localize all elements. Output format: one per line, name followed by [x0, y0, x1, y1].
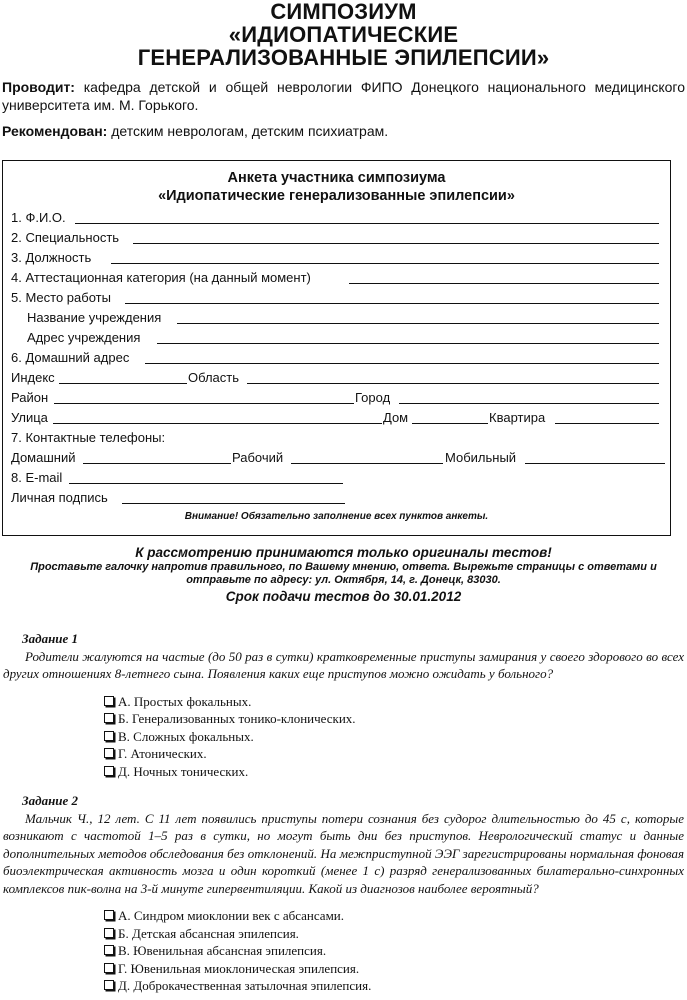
mobile-phone-field[interactable] — [525, 463, 665, 464]
institution-address-field[interactable] — [157, 343, 659, 344]
index-label: Индекс — [11, 370, 55, 385]
answer-option-label: Г. Ювенильная миоклоническая эпилепсия. — [118, 960, 360, 976]
phone-numbers-row — [11, 450, 671, 466]
home-address-row — [11, 350, 661, 366]
recommended-text: детским неврологам, детским психиатрам. — [107, 123, 389, 139]
specialty-field[interactable] — [133, 243, 659, 244]
recommended-paragraph — [2, 122, 685, 140]
task-1 — [0, 630, 687, 780]
fio-row — [11, 210, 661, 226]
answer-option-label: В. Сложных фокальных. — [118, 728, 254, 744]
answer-option-label: Б. Детская абсансная эпилепсия. — [118, 925, 299, 941]
signature-field[interactable] — [122, 503, 345, 504]
form-notice: Внимание! Обязательно заполнение всех пунктов анкеты. — [184, 511, 489, 522]
index-field[interactable] — [59, 383, 187, 384]
answer-option-label: А. Синдром миоклонии век с абсансами. — [118, 908, 345, 923]
street-row — [11, 410, 661, 426]
phones-row — [11, 430, 661, 446]
email-field[interactable] — [69, 483, 343, 484]
region-field[interactable] — [247, 383, 659, 384]
task-title: Задание 1 — [22, 631, 79, 646]
workplace-field[interactable] — [125, 303, 659, 304]
fio-label: 1. Ф.И.О. — [11, 210, 66, 225]
region-label: Область — [188, 370, 240, 385]
workplace-label: 5. Место работы — [11, 290, 111, 305]
answer-option[interactable] — [104, 925, 687, 943]
symposium-intro — [0, 78, 687, 140]
city-field[interactable] — [399, 403, 659, 404]
instructions-text: Проставьте галочку напротив правильного, по Вашему мнению, ответа. Вырежьте страницы с ответами и отправьте по адресу: ул. Октября, 14, г. Донецк, 83030. — [30, 561, 657, 586]
form-title-line: Анкета участника симпозиума — [227, 170, 446, 186]
participant-form — [2, 160, 671, 536]
title-line: СИМПОЗИУМ — [270, 0, 417, 24]
answer-option-label: Д. Доброкачественная затылочная эпилепсия. — [118, 978, 372, 993]
mobile-phone-label: Мобильный — [445, 450, 517, 465]
district-field[interactable] — [54, 403, 354, 404]
checkbox-icon[interactable] — [104, 731, 114, 741]
phones-label: 7. Контактные телефоны: — [11, 430, 166, 445]
checkbox-icon[interactable] — [104, 945, 114, 955]
checkbox-icon[interactable] — [104, 766, 114, 776]
symposium-title — [0, 0, 687, 69]
answer-option[interactable] — [104, 710, 687, 728]
checkbox-icon[interactable] — [104, 748, 114, 758]
answer-option[interactable] — [104, 728, 687, 746]
institution-name-field[interactable] — [177, 323, 659, 324]
home-address-label: 6. Домашний адрес — [11, 350, 130, 365]
apartment-field[interactable] — [555, 423, 659, 424]
answer-option-label: А. Простых фокальных. — [118, 693, 252, 709]
checkbox-icon[interactable] — [104, 910, 114, 920]
answer-option-label: В. Ювенильная абсансная эпилепсия. — [118, 943, 327, 958]
task-title: Задание 2 — [22, 793, 79, 808]
email-label: 8. E-mail — [11, 470, 63, 485]
checkbox-icon[interactable] — [104, 713, 114, 723]
specialty-label: 2. Специальность — [11, 230, 120, 245]
position-field[interactable] — [111, 263, 659, 264]
form-title — [3, 169, 670, 205]
house-label: Дом — [383, 410, 409, 425]
answer-option[interactable] — [104, 960, 687, 978]
home-phone-field[interactable] — [83, 463, 231, 464]
category-row — [11, 270, 661, 286]
work-phone-label: Рабочий — [232, 450, 284, 465]
institution-address-row — [11, 330, 661, 346]
submission-info — [0, 545, 687, 605]
answer-options — [104, 693, 687, 781]
apartment-label: Квартира — [489, 410, 546, 425]
signature-label: Личная подпись — [11, 490, 108, 505]
answer-option[interactable] — [104, 745, 687, 763]
specialty-row — [11, 230, 661, 246]
conductor-text: кафедра детской и общей неврологии ФИПО Донецкого национального медицинского университета им. М. Горького. — [2, 79, 685, 113]
title-line: ГЕНЕРАЛИЗОВАННЫЕ ЭПИЛЕПСИИ» — [137, 45, 550, 70]
task-question: Мальчик Ч., 12 лет. С 11 лет появились приступы потери сознания без судорог длительностью до 45 с, которые возникают с частотой 1–5 раз в сутки, но могут быть дни без приступов. Неврологический статус и данные дополнительных методов обследования без отклонений. На межприступной ЭЭГ зарегистрированы нормальная фоновая биоэлектрическая активность мозга и один короткий (менее 1 с) разряд генерализованных билатерально-синхронных комплексов пик-волна на 3-й минуте гипервентиляции. Какой из диагнозов наиболее вероятный? — [3, 810, 684, 896]
task-question: Родители жалуются на частые (до 50 раз в сутки) кратковременные приступы замирания у своего здорового во всех других отношениях 8-летнего сына. Появления каких еще приступов можно ожидать у больного? — [3, 648, 684, 681]
conductor-label: Проводит: — [2, 79, 75, 95]
home-phone-label: Домашний — [11, 450, 76, 465]
recommended-label: Рекомендован: — [2, 123, 108, 139]
title-line: «ИДИОПАТИЧЕСКИЕ — [228, 22, 459, 47]
index-region-row — [11, 370, 661, 386]
answer-option[interactable] — [104, 977, 687, 995]
street-field[interactable] — [53, 423, 382, 424]
workplace-row — [11, 290, 661, 306]
conductor-paragraph — [2, 78, 685, 114]
institution-address-label: Адрес учреждения — [27, 330, 141, 345]
category-field[interactable] — [349, 283, 659, 284]
answer-option-label: Д. Ночных тонических. — [118, 763, 249, 779]
tasks-section — [0, 626, 687, 995]
position-label: 3. Должность — [11, 250, 92, 265]
answer-options — [104, 907, 687, 995]
answer-option-label: Б. Генерализованных тонико-клонических. — [118, 711, 356, 726]
home-address-field[interactable] — [145, 363, 659, 364]
checkbox-icon[interactable] — [104, 928, 114, 938]
checkbox-icon[interactable] — [104, 696, 114, 706]
checkbox-icon[interactable] — [104, 980, 114, 990]
house-field[interactable] — [412, 423, 488, 424]
form-title-line: «Идиопатические генерализованные эпилепсии» — [158, 188, 515, 204]
email-row — [11, 470, 661, 486]
answer-option[interactable] — [104, 763, 687, 781]
originals-only-text: К рассмотрению принимаются только оригиналы тестов! — [135, 545, 552, 560]
district-label: Район — [11, 390, 49, 405]
street-label: Улица — [11, 410, 48, 425]
district-city-row — [11, 390, 661, 406]
answer-option[interactable] — [104, 693, 687, 711]
answer-option[interactable] — [104, 907, 687, 925]
work-phone-field[interactable] — [291, 463, 443, 464]
institution-name-row — [11, 310, 661, 326]
deadline-text: Срок подачи тестов до 30.01.2012 — [225, 589, 462, 604]
institution-name-label: Название учреждения — [27, 310, 162, 325]
position-row — [11, 250, 661, 266]
signature-row — [11, 490, 661, 506]
answer-option[interactable] — [104, 942, 687, 960]
answer-option-label: Г. Атонических. — [118, 746, 207, 761]
fio-field[interactable] — [75, 223, 659, 224]
task-2 — [0, 792, 687, 995]
city-label: Город — [355, 390, 391, 405]
checkbox-icon[interactable] — [104, 963, 114, 973]
category-label: 4. Аттестационная категория (на данный момент) — [11, 270, 311, 285]
